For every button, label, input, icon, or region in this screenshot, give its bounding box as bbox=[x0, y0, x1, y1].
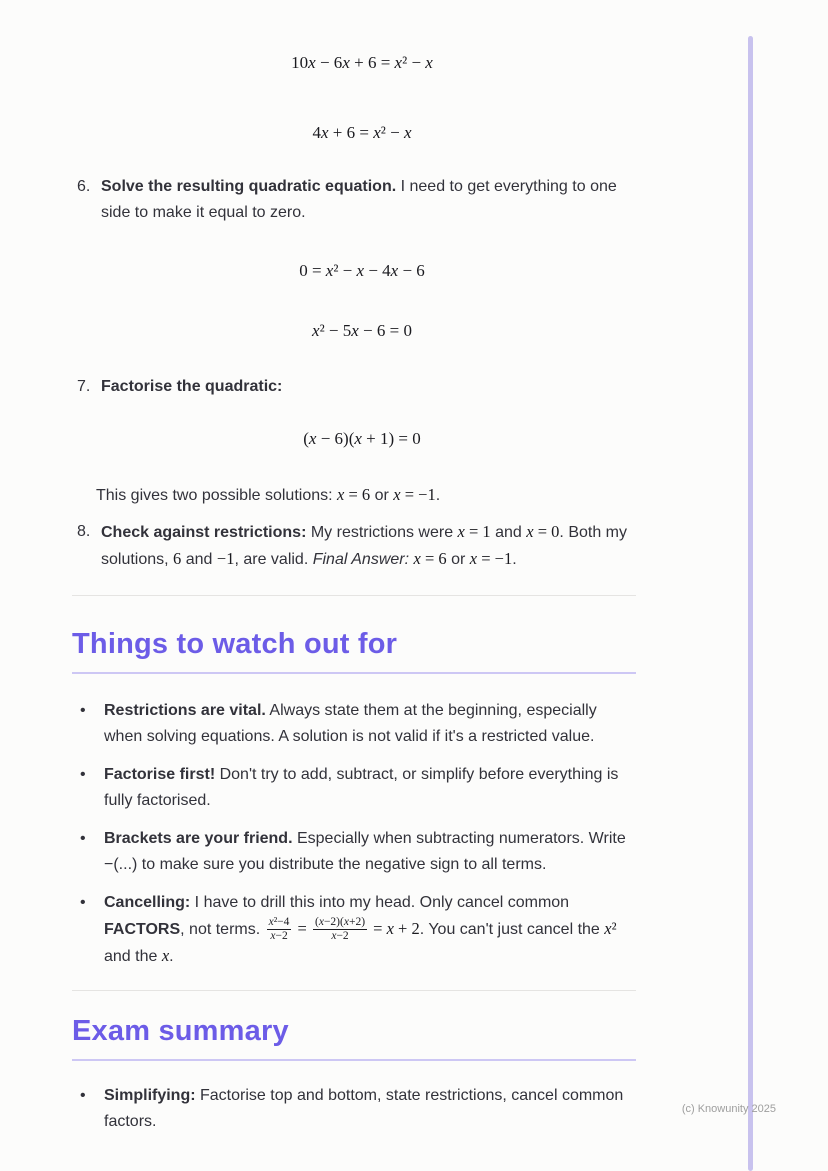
bullet-desc: . bbox=[169, 948, 174, 966]
watch-section bbox=[72, 595, 636, 970]
fraction-2 bbox=[313, 916, 367, 943]
step-item-7 bbox=[72, 374, 636, 400]
bullet-item-brackets bbox=[72, 826, 636, 878]
bullet-text bbox=[104, 1083, 636, 1135]
watermark: (c) Knowunity 2025 bbox=[681, 1103, 776, 1115]
equation-line-1: 10x − 6x + 6 = x² − x bbox=[291, 53, 433, 72]
bullet-desc: I have to drill this into my head. Only cancel common bbox=[190, 894, 570, 911]
bullet-marker: • bbox=[80, 894, 86, 911]
exam-section bbox=[72, 990, 636, 1135]
inline-math: 6 bbox=[173, 549, 182, 568]
bullet-text bbox=[104, 890, 636, 970]
heading-underline bbox=[72, 1059, 636, 1061]
note-text: This gives two possible solutions: bbox=[96, 487, 337, 504]
section-divider bbox=[72, 595, 636, 596]
bullet-marker: • bbox=[80, 1087, 86, 1105]
bullet-desc: Especially when subtracting numerators. Write −(...) to make sure you distribute the negative sign to all terms. bbox=[104, 830, 626, 873]
bullet-desc: Always state them at the beginning, especially when solving equations. A solution is not valid if it's a restricted value. bbox=[104, 702, 597, 745]
bullet-desc: Factorise top and bottom, state restrictions, cancel common factors. bbox=[104, 1087, 624, 1131]
step-label: Check against restrictions: bbox=[101, 524, 307, 541]
bullet-label: Brackets are your friend. bbox=[104, 830, 293, 847]
fraction-denominator: x−2 bbox=[270, 930, 288, 943]
bullet-text bbox=[104, 762, 636, 814]
section-divider bbox=[72, 990, 636, 991]
bullet-desc: , not terms. bbox=[180, 921, 265, 938]
bullet-desc: Don't try to add, subtract, or simplify before everything is fully factorised. bbox=[104, 766, 619, 809]
fraction-1 bbox=[267, 916, 292, 943]
scrollbar[interactable] bbox=[748, 36, 753, 1171]
equation-line-4: x² − 5x − 6 = 0 bbox=[312, 321, 412, 340]
bullet-desc: . You can't just cancel the bbox=[419, 921, 605, 938]
note-text: or bbox=[370, 487, 394, 504]
inline-math: x = 0 bbox=[526, 522, 560, 541]
bullet-item-restrictions bbox=[72, 698, 636, 750]
step-item-8 bbox=[72, 519, 636, 573]
document-body bbox=[72, 0, 636, 1135]
bullet-label-factors: FACTORS bbox=[104, 921, 181, 938]
inline-math: x = −1 bbox=[393, 485, 436, 504]
bullet-text bbox=[104, 826, 636, 878]
note-text: . bbox=[435, 487, 441, 504]
inline-math: x bbox=[161, 946, 170, 966]
bullet-text bbox=[104, 698, 636, 750]
list-number: 7. bbox=[77, 378, 91, 395]
inline-math: x = 6 bbox=[413, 549, 447, 568]
bullet-item-factorise bbox=[72, 762, 636, 814]
equation-line-3: 0 = x² − x − 4x − 6 bbox=[299, 261, 425, 280]
step-desc: My restrictions were bbox=[306, 524, 458, 541]
inline-math: = x + 2 bbox=[369, 919, 420, 938]
step-desc: . Both my solutions, bbox=[101, 524, 627, 568]
bullet-label: Factorise first! bbox=[104, 766, 216, 783]
step-desc: , are valid. bbox=[234, 551, 313, 568]
inline-math: x = 6 bbox=[337, 485, 371, 504]
equation-line-2: 4x + 6 = x² − x bbox=[312, 123, 412, 142]
inline-math: x = 1 bbox=[457, 522, 491, 541]
bullet-label: Simplifying: bbox=[104, 1087, 196, 1105]
solutions-note bbox=[72, 482, 636, 509]
fraction-numerator: x²−4 bbox=[268, 916, 290, 929]
bullet-marker: • bbox=[80, 766, 86, 783]
bullet-item-simplifying bbox=[72, 1083, 636, 1135]
inline-math: −1 bbox=[216, 549, 235, 568]
step-desc: I need to get everything to one side to make it equal to zero. bbox=[101, 178, 617, 221]
bullet-label: Cancelling: bbox=[104, 894, 191, 911]
step-desc: and bbox=[181, 551, 217, 568]
step-label: Factorise the quadratic: bbox=[101, 378, 283, 395]
section-heading-exam: Exam summary bbox=[72, 1015, 289, 1048]
step-text bbox=[101, 374, 636, 400]
inline-math: x = −1 bbox=[469, 549, 513, 568]
bullet-item-cancelling bbox=[72, 890, 636, 970]
inline-math: = bbox=[293, 919, 311, 938]
fraction-numerator: (x−2)(x+2) bbox=[314, 916, 366, 929]
step-desc: . bbox=[512, 551, 517, 568]
step-item-6 bbox=[72, 174, 636, 226]
equation-line-5: (x − 6)(x + 1) = 0 bbox=[303, 429, 421, 448]
final-answer-label: Final Answer: bbox=[312, 551, 410, 568]
list-number: 6. bbox=[77, 178, 91, 195]
bullet-marker: • bbox=[80, 702, 86, 719]
step-text bbox=[101, 519, 636, 573]
inline-math: x² bbox=[604, 919, 617, 938]
step-text bbox=[101, 174, 636, 226]
section-heading-watch: Things to watch out for bbox=[72, 628, 398, 660]
list-number: 8. bbox=[77, 523, 91, 540]
step-desc: and bbox=[490, 524, 527, 541]
step-label: Solve the resulting quadratic equation. bbox=[101, 178, 397, 195]
bullet-desc: and the bbox=[104, 948, 162, 966]
bullet-marker: • bbox=[80, 830, 86, 847]
heading-underline bbox=[72, 672, 636, 674]
step-desc: or bbox=[446, 551, 470, 568]
fraction-denominator: x−2 bbox=[331, 930, 349, 943]
bullet-label: Restrictions are vital. bbox=[104, 702, 266, 719]
